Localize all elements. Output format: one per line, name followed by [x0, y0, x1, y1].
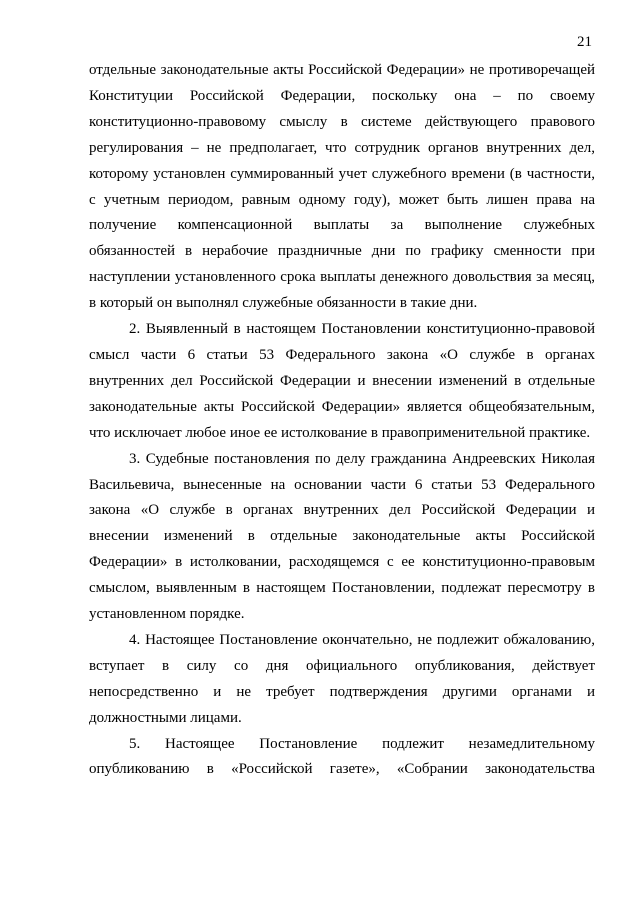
paragraph-continuation: отдельные законодательные акты Российской Федерации» не противоречащей Конституции Российской Федерации, поскольку она – по своему конституционно-правовому смыслу в системе действующего правового регулирования – не предполагает, что сотрудник органов внутренних дел, которому установлен суммированный учет служебного времени (в частности, с учетным периодом, равным одному году), может быть лишен права на получение компенсационной выплаты за выполнение служебных обязанностей в нерабочие праздничные дни по графику сменности при наступлении установленного срока выплаты денежного довольствия за месяц, в который он выполнял служебные обязанности в такие дни. — [89, 62, 595, 312]
paragraph-3: 3. Судебные постановления по делу гражданина Андреевских Николая Васильевича, вынесенные на основании части 6 статьи 53 Федерального закона «О службе в органах внутренних дел Российской Федерации и внесении изменений в отдельные законодательные акты Российской Федерации» в истолковании, расходящемся с ее конституционно-правовым смыслом, выявленным в настоящем Постановлении, подлежат пересмотру в установленном порядке. — [89, 450, 595, 623]
paragraph-5: 5. Настоящее Постановление подлежит незамедлительному опубликованию в «Российской газете», «Собрании законодательства — [89, 735, 595, 778]
paragraph-2: 2. Выявленный в настоящем Постановлении конституционно-правовой смысл части 6 статьи 53 Федерального закона «О службе в органах внутренних дел Российской Федерации и внесении изменений в отдельные законодательные акты Российской Федерации» является общеобязательным, что исключает любое иное ее истолкование в правоприменительной практике. — [89, 321, 595, 441]
paragraph-4: 4. Настоящее Постановление окончательно, не подлежит обжалованию, вступает в силу со дня официального опубликования, действует непосредственно и не требует подтверждения другими органами и должностными лицами. — [89, 631, 595, 726]
page-number: 21 — [577, 34, 592, 50]
document-body — [89, 58, 595, 783]
